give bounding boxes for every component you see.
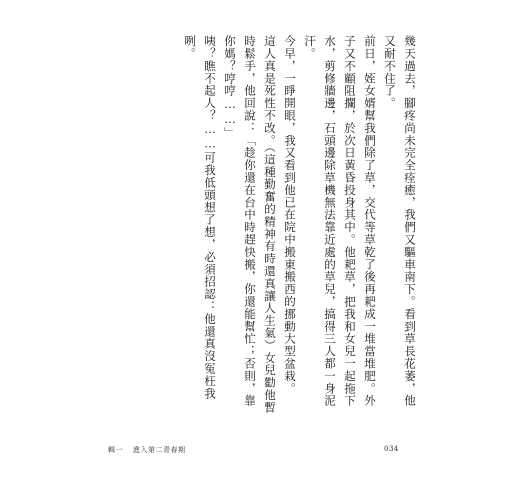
paragraph-3: 今早，一睜開眼，我又看到他已在院中搬東搬西的挪動大型盆栽。 [283, 35, 297, 395]
running-footer [108, 445, 186, 455]
paragraph-4: 這人真是死性不改。（這種勤奮的精神有時還真讓人生氣）女兒勸他暫時鬆手，他回說：「趁你還在台中時趕快搬，你還能幫忙；否則，靠你媽？哼哼……」 [223, 35, 277, 414]
page-number: 034 [384, 445, 399, 453]
chapter-title: 進入第二青春期 [133, 446, 186, 454]
section-label: 輯一 [108, 446, 123, 454]
paragraph-1: 幾天過去，腳疼尚未完全痊癒，我們又驅車南下。看到草長花萎，他又耐不住了。 [383, 35, 417, 407]
body-text [180, 35, 420, 415]
paragraph-5: 咦？瞧不起人？……可我低頭想了想，必須招認：他還真沒冤枉我咧。 [183, 35, 217, 400]
paragraph-2: 前日，姪女婿幫我們除了草，交代等草乾了後再耙成一堆當堆肥。外子又不顧阻攔，於次日黃昏投身其中。他耙草，把我和女兒一起拖下水，剪修牆邊，石頭邊除草機無法靠近處的草兒，搞得三人都一身泥汗。 [303, 35, 377, 407]
